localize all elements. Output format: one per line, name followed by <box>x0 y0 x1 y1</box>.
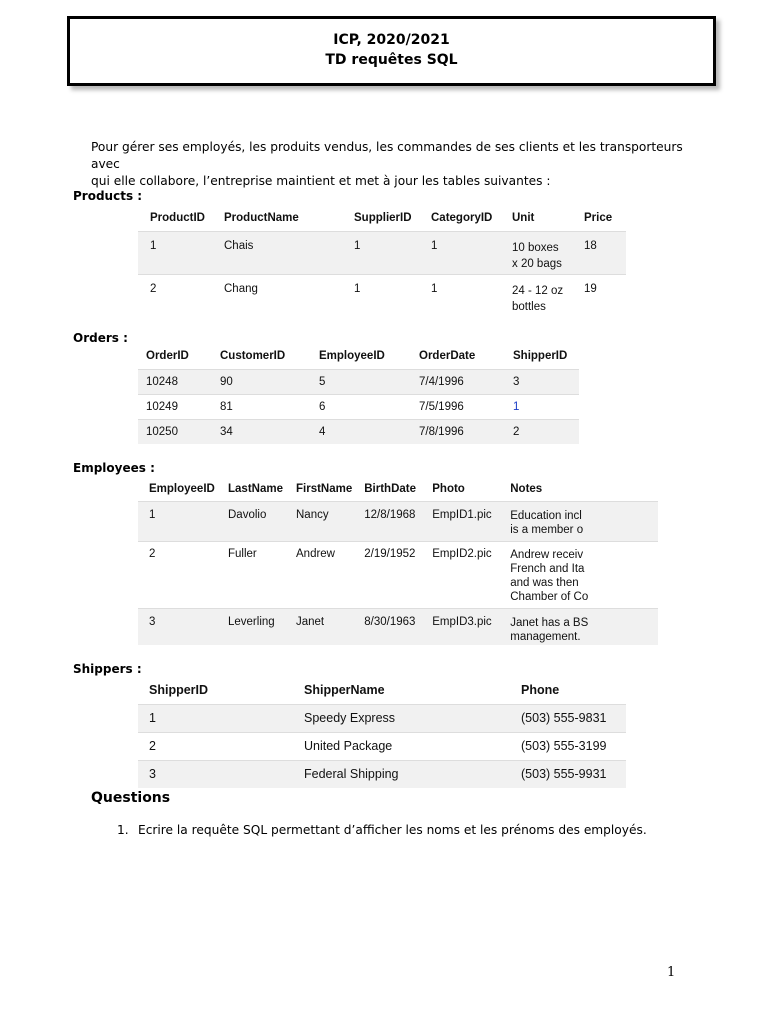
column-header: OrderDate <box>413 344 507 369</box>
column-header: Phone <box>515 677 626 704</box>
table-cell: 3 <box>138 608 222 645</box>
employees-table <box>138 477 658 645</box>
table-cell: 90 <box>214 369 313 394</box>
cell-line: 24 - 12 oz <box>512 284 564 297</box>
column-header: Notes <box>504 477 658 501</box>
questions-heading: Questions <box>91 790 171 806</box>
cell-line: and was then <box>510 576 579 589</box>
table-cell: 1 <box>507 394 579 419</box>
column-header: Unit <box>506 205 578 231</box>
column-header: Price <box>578 205 626 231</box>
orders-header-row <box>138 344 579 369</box>
question-number: 1. <box>117 823 129 837</box>
doc-title-line2: TD requêtes SQL <box>325 52 458 68</box>
table-cell: Andrew <box>290 541 358 608</box>
table-cell: 1 <box>138 704 298 732</box>
table-cell: 10250 <box>138 419 214 444</box>
employees-label: Employees : <box>73 461 155 475</box>
cell-line: x 20 bags <box>512 257 562 270</box>
employees-table-wrapper <box>138 477 589 645</box>
page-number: 1 <box>667 965 676 980</box>
cell-line: 10 boxes <box>512 241 559 254</box>
table-row <box>138 274 626 315</box>
column-header: CategoryID <box>425 205 506 231</box>
table-cell: 81 <box>214 394 313 419</box>
table-cell: Chang <box>218 274 348 315</box>
question-text: Ecrire la requête SQL permettant d’afficher les noms et les prénoms des employés. <box>138 823 647 837</box>
column-header: ShipperName <box>298 677 515 704</box>
table-row <box>138 394 579 419</box>
table-cell: 1 <box>425 231 506 274</box>
table-cell: Janet <box>290 608 358 645</box>
table-row <box>138 732 626 760</box>
table-cell: 7/5/1996 <box>413 394 507 419</box>
table-cell: 1 <box>138 501 222 541</box>
shippers-table <box>138 677 626 788</box>
products-table <box>138 205 626 315</box>
cell-line: Janet has a BS <box>510 616 589 629</box>
table-cell <box>506 231 578 274</box>
table-cell: 2 <box>138 541 222 608</box>
doc-title-line1: ICP, 2020/2021 <box>333 32 450 48</box>
column-header: ShipperID <box>138 677 298 704</box>
table-cell: EmpID3.pic <box>426 608 504 645</box>
table-cell <box>506 274 578 315</box>
table-cell: EmpID2.pic <box>426 541 504 608</box>
cell-line: Chamber of Co <box>510 590 589 603</box>
table-cell: 7/8/1996 <box>413 419 507 444</box>
cell-line: French and Ita <box>510 562 585 575</box>
products-table-wrapper <box>138 205 626 314</box>
products-header-row <box>138 205 626 231</box>
column-header: ShipperID <box>507 344 579 369</box>
table-cell: 1 <box>348 274 425 315</box>
intro-line2: qui elle collabore, l’entreprise maintient et met à jour les tables suivantes : <box>91 174 551 188</box>
question-item <box>117 823 647 837</box>
table-row <box>138 608 658 645</box>
table-cell: 12/8/1968 <box>358 501 426 541</box>
table-cell: 8/30/1963 <box>358 608 426 645</box>
column-header: BirthDate <box>358 477 426 501</box>
table-row <box>138 704 626 732</box>
table-cell: 10248 <box>138 369 214 394</box>
table-cell: Nancy <box>290 501 358 541</box>
table-cell: (503) 555-9831 <box>515 704 626 732</box>
table-cell: 6 <box>313 394 413 419</box>
table-cell: 34 <box>214 419 313 444</box>
table-cell <box>504 541 658 608</box>
table-cell: 7/4/1996 <box>413 369 507 394</box>
table-cell: 1 <box>348 231 425 274</box>
cell-line: is a member o <box>510 523 584 536</box>
table-row <box>138 369 579 394</box>
table-cell: United Package <box>298 732 515 760</box>
table-cell: 19 <box>578 274 626 315</box>
table-row <box>138 419 579 444</box>
table-cell: 3 <box>138 760 298 788</box>
column-header: OrderID <box>138 344 214 369</box>
orders-label: Orders : <box>73 331 128 345</box>
table-cell: 3 <box>507 369 579 394</box>
table-cell: 5 <box>313 369 413 394</box>
table-cell: 2/19/1952 <box>358 541 426 608</box>
table-cell: 2 <box>138 732 298 760</box>
column-header: Photo <box>426 477 504 501</box>
column-header: LastName <box>222 477 290 501</box>
column-header: SupplierID <box>348 205 425 231</box>
cell-line: Education incl <box>510 509 582 522</box>
table-cell: Federal Shipping <box>298 760 515 788</box>
table-cell: 2 <box>507 419 579 444</box>
orders-table <box>138 344 579 444</box>
column-header: ProductID <box>138 205 218 231</box>
table-cell: (503) 555-9931 <box>515 760 626 788</box>
table-cell <box>504 501 658 541</box>
cell-line: Andrew receiv <box>510 548 584 561</box>
products-label: Products : <box>73 189 143 203</box>
title-box <box>67 16 716 86</box>
intro-line1: Pour gérer ses employés, les produits vendus, les commandes de ses clients et les transporteurs avec <box>91 140 683 171</box>
table-row <box>138 501 658 541</box>
shippers-header-row <box>138 677 626 704</box>
table-row <box>138 760 626 788</box>
table-cell: Leverling <box>222 608 290 645</box>
employees-header-row <box>138 477 658 501</box>
table-cell: Fuller <box>222 541 290 608</box>
table-cell: Speedy Express <box>298 704 515 732</box>
column-header: CustomerID <box>214 344 313 369</box>
table-cell: 10249 <box>138 394 214 419</box>
column-header: ProductName <box>218 205 348 231</box>
table-cell: Chais <box>218 231 348 274</box>
table-cell: 2 <box>138 274 218 315</box>
table-cell: 4 <box>313 419 413 444</box>
cell-line: bottles <box>512 300 546 313</box>
shippers-label: Shippers : <box>73 662 142 676</box>
table-cell: EmpID1.pic <box>426 501 504 541</box>
column-header: EmployeeID <box>138 477 222 501</box>
table-row <box>138 541 658 608</box>
table-cell: Davolio <box>222 501 290 541</box>
table-row <box>138 231 626 274</box>
table-cell: (503) 555-3199 <box>515 732 626 760</box>
table-cell <box>504 608 658 645</box>
column-header: EmployeeID <box>313 344 413 369</box>
table-cell: 1 <box>138 231 218 274</box>
table-cell: 1 <box>425 274 506 315</box>
cell-line: management. <box>510 630 581 643</box>
column-header: FirstName <box>290 477 358 501</box>
intro-paragraph <box>91 139 691 190</box>
table-cell: 18 <box>578 231 626 274</box>
